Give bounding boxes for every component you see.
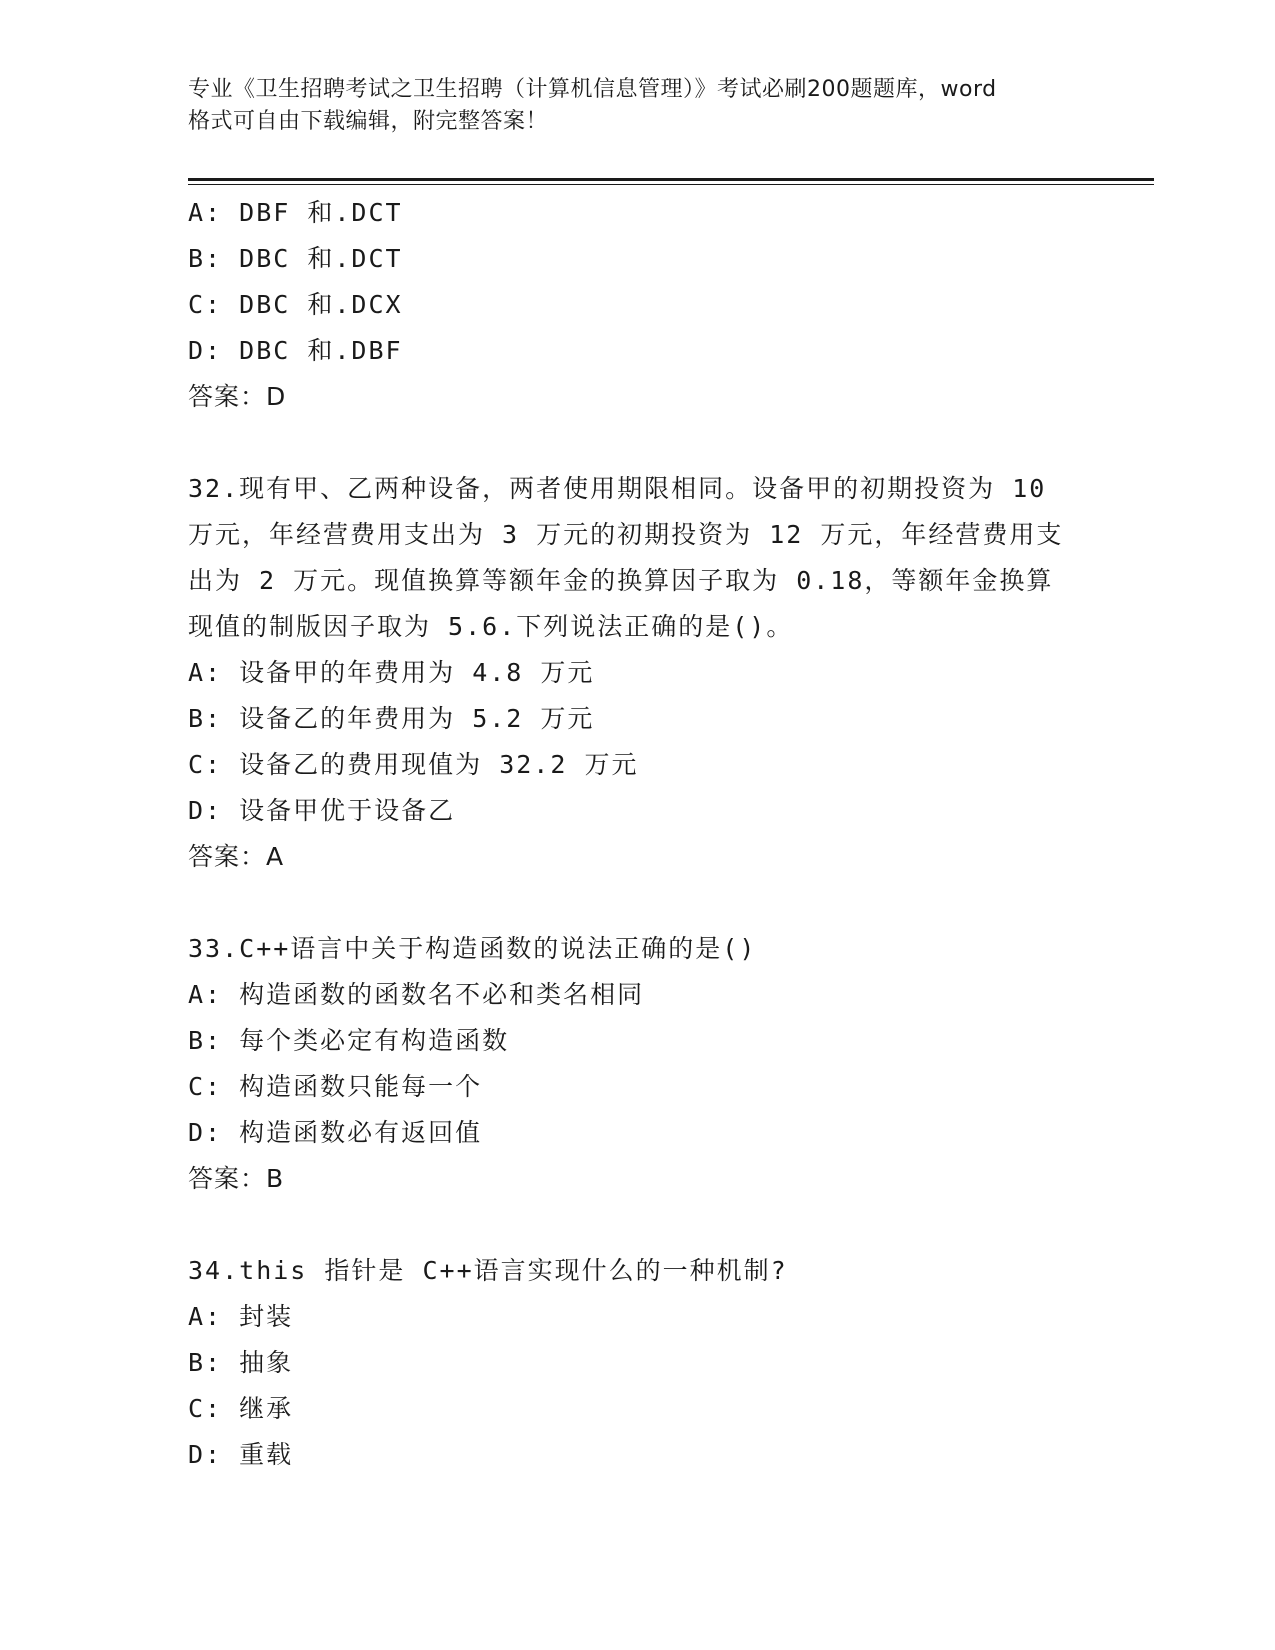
option-b: B: DBC 和.DCT	[188, 244, 403, 273]
option-d: D: 设备甲优于设备乙	[188, 796, 456, 825]
question-stem-line: 万元，年经营费用支出为 3 万元的初期投资为 12 万元，年经营费用支	[188, 520, 1064, 549]
option-c: C: 设备乙的费用现值为 32.2 万元	[188, 750, 639, 779]
question-stem-line: 34.this 指针是 C++语言实现什么的一种机制?	[188, 1256, 788, 1285]
spacer	[188, 880, 1088, 926]
question-33-block	[188, 926, 1088, 1202]
document-header	[188, 74, 1088, 138]
question-stem-line: 现值的制版因子取为 5.6.下列说法正确的是()。	[188, 612, 794, 641]
answer-label: 答案：B	[188, 1164, 285, 1193]
option-d: D: DBC 和.DBF	[188, 336, 403, 365]
option-c: C: 继承	[188, 1394, 294, 1423]
header-divider-thin	[188, 184, 1154, 185]
header-title-line-1: 专业《卫生招聘考试之卫生招聘（计算机信息管理）》考试必刷200题题库，word	[188, 77, 997, 102]
option-c: C: 构造函数只能每一个	[188, 1072, 483, 1101]
spacer	[188, 1202, 1088, 1248]
question-list	[188, 190, 1088, 1478]
question-34-block	[188, 1248, 1088, 1478]
option-a: A: 构造函数的函数名不必和类名相同	[188, 980, 645, 1009]
option-a: A: 封装	[188, 1302, 294, 1331]
question-32-block	[188, 466, 1088, 880]
option-d: D: 构造函数必有返回值	[188, 1118, 483, 1147]
option-b: B: 每个类必定有构造函数	[188, 1026, 510, 1055]
question-31-block	[188, 190, 1088, 420]
spacer	[188, 420, 1088, 466]
option-a: A: 设备甲的年费用为 4.8 万元	[188, 658, 595, 687]
question-stem-line: 32.现有甲、乙两种设备，两者使用期限相同。设备甲的初期投资为 10	[188, 474, 1047, 503]
option-b: B: 抽象	[188, 1348, 294, 1377]
answer-label: 答案：A	[188, 842, 285, 871]
option-d: D: 重载	[188, 1440, 294, 1469]
question-stem-line: 33.C++语言中关于构造函数的说法正确的是()	[188, 934, 757, 963]
option-a: A: DBF 和.DCT	[188, 198, 403, 227]
answer-label: 答案：D	[188, 382, 287, 411]
header-divider-thick	[188, 178, 1154, 181]
header-title-line-2: 格式可自由下载编辑，附完整答案！	[188, 109, 549, 134]
question-stem-line: 出为 2 万元。现值换算等额年金的换算因子取为 0.18，等额年金换算	[188, 566, 1054, 595]
option-c: C: DBC 和.DCX	[188, 290, 403, 319]
option-b: B: 设备乙的年费用为 5.2 万元	[188, 704, 595, 733]
